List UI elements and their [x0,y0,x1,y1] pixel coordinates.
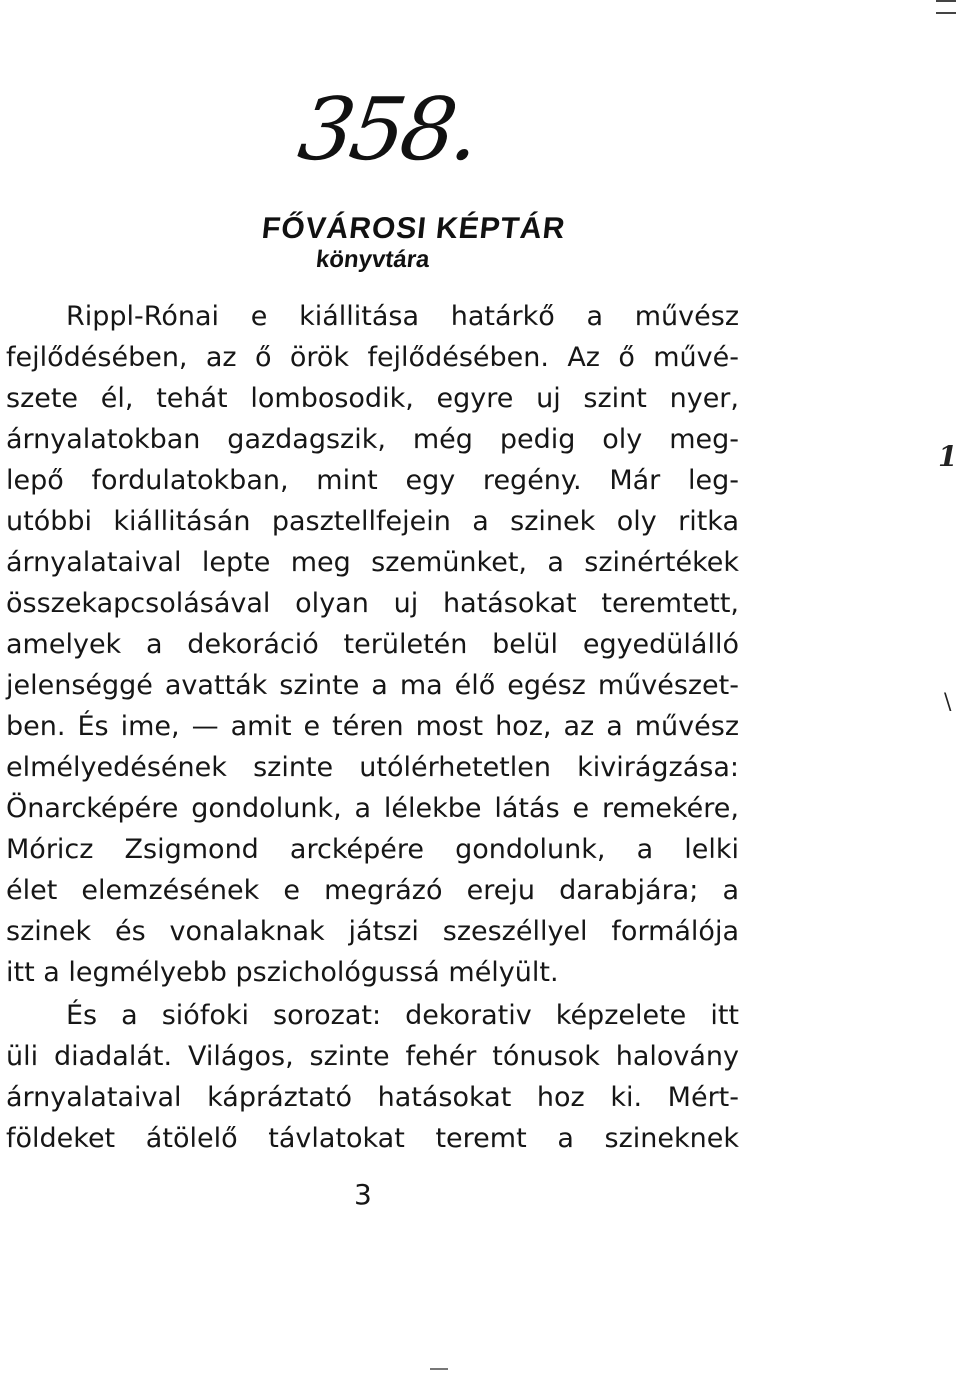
library-stamp [260,212,568,274]
text-line: összekapcsolásával olyan uj hatásokat teremtett, [6,588,739,619]
text-line: üli diadalát. Világos, szinte fehér tónusok halovány [6,1041,739,1072]
text-line: Önarcképére gondolunk, a lélekbe látás e remekére, [6,793,739,824]
paragraph-2 [6,995,739,1159]
text-line: földeket átölelő távlatokat teremt a szineknek [6,1123,739,1154]
text-line: Móricz Zsigmond arcképére gondolunk, a lelki [6,834,739,865]
text-line: És a siófoki sorozat: dekorativ képzelete itt [66,1000,739,1031]
text-line: Rippl-Rónai e kiállitása határkő a művész [66,301,739,332]
text-line: szinek és vonalaknak játszi szeszéllyel formálója [6,916,739,947]
text-line: lepő fordulatokban, mint egy regény. Már leg- [6,465,739,496]
handwritten-inventory-number: 358. [292,80,483,180]
text-line: árnyalataival lepte meg szemünket, a szinértékek [6,547,739,578]
stamp-line-1: FŐVÁROSI KÉPTÁR [260,212,568,245]
scan-artifact-dash [430,1368,448,1370]
text-line: fejlődésében, az ő örök fejlődésében. Az ő művé- [6,342,739,373]
text-line: amelyek a dekoráció területén belül egyedülálló [6,629,739,660]
text-line: élet elemzésének e megrázó ereju darabjára; a [6,875,739,906]
text-line: ben. És ime, — amit e téren most hoz, az a művész [6,711,739,742]
text-line: szete él, tehát lombosodik, egyre uj szint nyer, [6,383,739,414]
text-line: jelenséggé avatták szinte a ma élő egész művészet- [6,670,739,701]
body-text [6,296,739,1159]
margin-mark: \ [944,690,952,715]
text-line: árnyalatokban gazdagszik, még pedig oly meg- [6,424,739,455]
stamp-line-2: könyvtára [314,246,431,273]
margin-mark: 1 [938,440,958,473]
text-line: utóbbi kiállitásán pasztellfejein a szinek oly ritka [6,506,739,537]
text-line: itt a legmélyebb pszichológussá mélyült. [6,957,559,988]
paragraph-1 [6,296,739,993]
page-number: 3 [354,1178,372,1211]
corner-rule-mark [936,0,956,14]
text-line: árnyalataival kápráztató hatásokat hoz ki. Mért- [6,1082,739,1113]
text-line: elmélyedésének szinte utólérhetetlen kivirágzása: [6,752,739,783]
